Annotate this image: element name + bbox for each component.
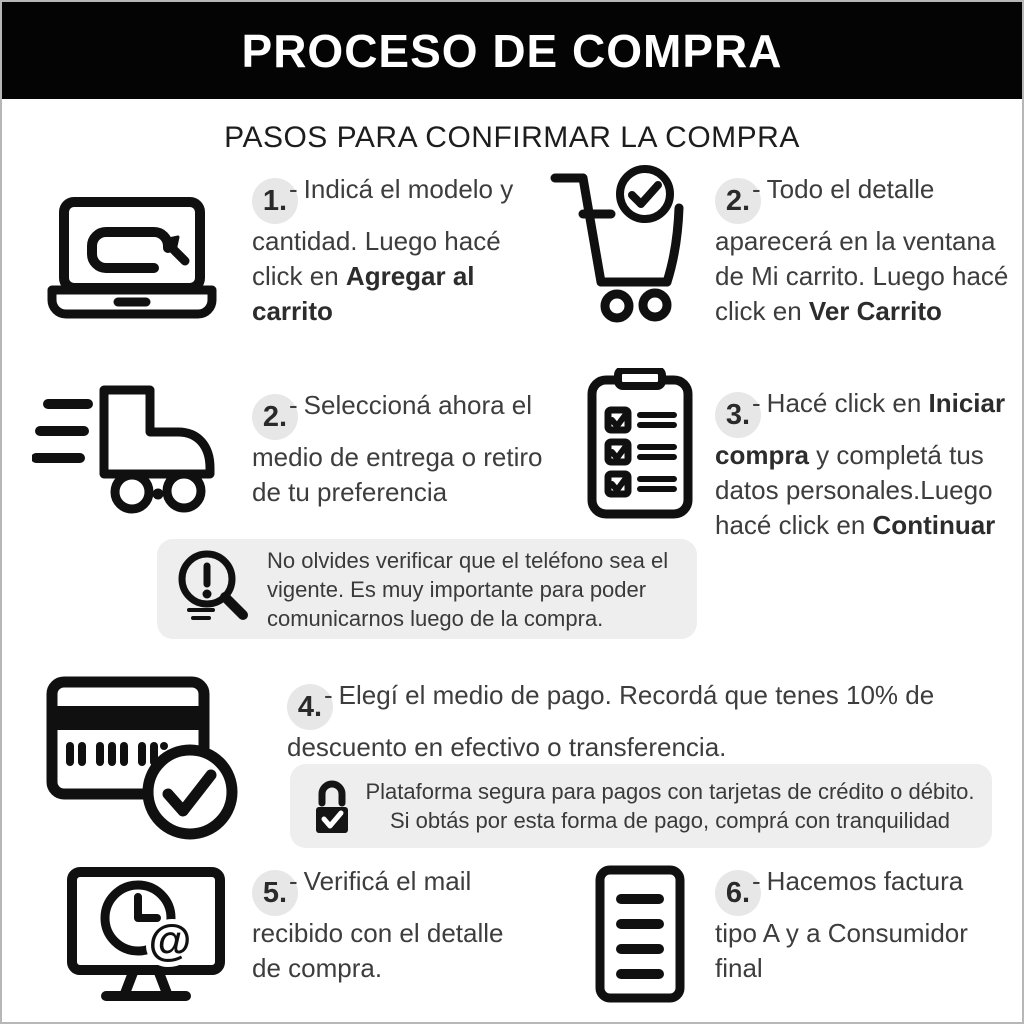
step-text-bold: Continuar bbox=[872, 510, 996, 540]
secure-payment-note bbox=[290, 764, 992, 848]
step-2b-badge: 2. bbox=[252, 394, 298, 440]
step-text-segment: Indicá el modelo y cantidad. Luego hacé click en bbox=[252, 174, 514, 291]
step-2b-sep: - bbox=[289, 390, 298, 420]
step-1-text bbox=[252, 172, 537, 329]
step-2-badge: 2. bbox=[715, 178, 761, 224]
invoice-icon bbox=[590, 862, 690, 1007]
laptop-click-icon bbox=[42, 190, 222, 324]
step-3-text bbox=[715, 386, 1010, 543]
step-4-text bbox=[287, 678, 1019, 765]
step-6-sep: - bbox=[752, 866, 761, 896]
step-text-segment: Hacé click en bbox=[766, 388, 929, 418]
step-5-sep: - bbox=[289, 866, 298, 896]
monitor-clock-mail-icon bbox=[62, 862, 230, 1016]
step-text-segment: Elegí el medio de pago. Recordá que tenes 10% de descuento en efectivo o transferencia. bbox=[287, 680, 935, 762]
step-3-badge: 3. bbox=[715, 392, 761, 438]
step-text-segment: Verificá el mail recibido con el detalle de compra. bbox=[252, 866, 504, 983]
phone-warning-note bbox=[157, 539, 697, 639]
phone-warning-text: No olvides verificar que el teléfono sea el vigente. Es muy importante para poder comunicarnos luego de la compra. bbox=[267, 547, 669, 631]
step-4-badge: 4. bbox=[287, 684, 333, 730]
padlock-check-icon bbox=[310, 775, 354, 837]
step-2-cart-text bbox=[715, 172, 1017, 329]
step-1-sep: - bbox=[289, 174, 298, 204]
step-text-segment: Todo el detalle aparecerá en la ventana de Mi carrito. Luego hacé click en bbox=[715, 174, 1009, 326]
credit-card-check-icon bbox=[44, 672, 244, 840]
step-text-segment: Seleccioná ahora el medio de entrega o retiro de tu preferencia bbox=[252, 390, 543, 507]
step-6-badge: 6. bbox=[715, 870, 761, 916]
step-1-badge: 1. bbox=[252, 178, 298, 224]
secure-line-1: Plataforma segura para pagos con tarjetas de crédito o débito. bbox=[365, 779, 975, 804]
step-5-badge: 5. bbox=[252, 870, 298, 916]
magnifier-alert-icon bbox=[171, 546, 257, 632]
step-text-segment: Hacemos factura tipo A y a Consumidor final bbox=[715, 866, 968, 983]
step-text-bold: Iniciar compra bbox=[715, 388, 1006, 470]
subtitle: PASOS PARA CONFIRMAR LA COMPRA bbox=[224, 121, 800, 154]
step-2-sep: - bbox=[752, 174, 761, 204]
secure-payment-text bbox=[354, 777, 992, 835]
step-text-bold: Ver Carrito bbox=[808, 296, 942, 326]
checklist-clipboard-icon bbox=[582, 368, 698, 524]
step-text-segment: y completá tus datos personales.Luego hacé click en bbox=[715, 440, 993, 540]
step-2-truck-text bbox=[252, 388, 574, 510]
step-5-text bbox=[252, 864, 534, 986]
step-text-bold: Agregar al carrito bbox=[252, 261, 475, 326]
svg-text:@: @ bbox=[148, 916, 192, 965]
secure-line-2: Si obtás por esta forma de pago, comprá con tranquilidad bbox=[389, 808, 951, 833]
cart-check-icon bbox=[547, 164, 697, 324]
delivery-truck-icon bbox=[32, 376, 238, 516]
header-banner bbox=[2, 2, 1022, 99]
step-3-sep: - bbox=[752, 388, 761, 418]
page-title: PROCESO DE COMPRA bbox=[241, 24, 783, 77]
step-4-sep: - bbox=[324, 680, 333, 710]
step-6-text bbox=[715, 864, 987, 986]
